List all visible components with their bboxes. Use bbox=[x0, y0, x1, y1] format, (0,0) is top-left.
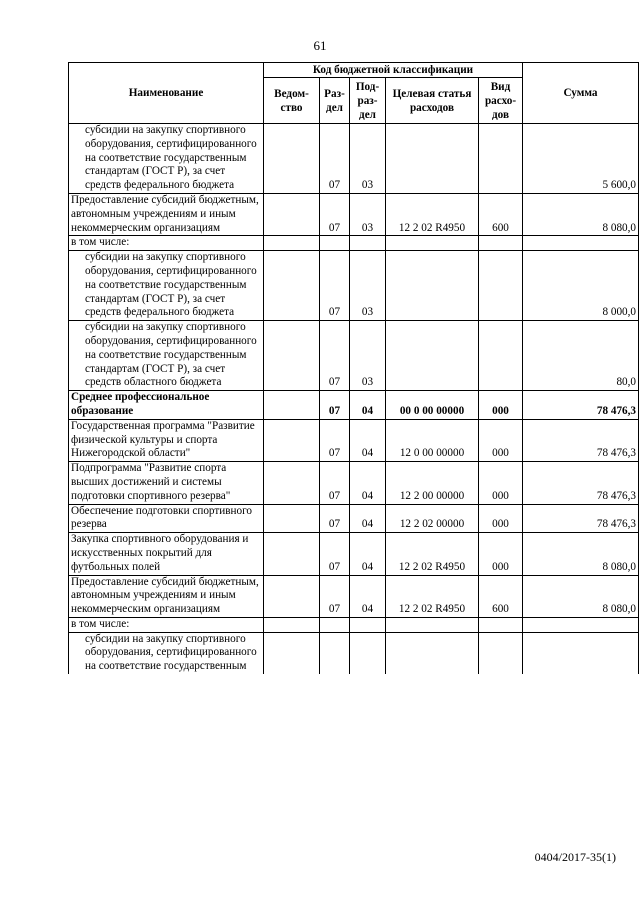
row-subsection: 03 bbox=[350, 251, 386, 321]
row-name: в том числе: bbox=[69, 617, 264, 632]
row-department bbox=[264, 462, 320, 504]
row-department bbox=[264, 391, 320, 420]
row-target-item: 12 2 02 R4950 bbox=[386, 575, 479, 617]
row-expense-type bbox=[479, 236, 523, 251]
row-name: Предоставление субсидий бюджетным, автономным учреждениям и иным некоммерческим организациям bbox=[69, 193, 264, 235]
header-section: Раз-дел bbox=[320, 78, 350, 124]
table-row bbox=[69, 391, 639, 420]
row-expense-type: 000 bbox=[479, 391, 523, 420]
row-sum: 8 000,0 bbox=[523, 251, 639, 321]
row-name: субсидии на закупку спортивного оборудования, сертифицированного на соответствие государственным стандартам (ГОСТ Р), за счет средств федерального бюджета bbox=[69, 251, 264, 321]
row-name: Государственная программа "Развитие физической культуры и спорта Нижегородской области" bbox=[69, 419, 264, 461]
row-section: 07 bbox=[320, 391, 350, 420]
row-section bbox=[320, 617, 350, 632]
table-row bbox=[69, 193, 639, 235]
row-name: Подпрограмма "Развитие спорта высших достижений и системы подготовки спортивного резерва" bbox=[69, 462, 264, 504]
row-sum: 8 080,0 bbox=[523, 575, 639, 617]
row-expense-type: 000 bbox=[479, 419, 523, 461]
row-sum: 5 600,0 bbox=[523, 124, 639, 194]
row-name: субсидии на закупку спортивного оборудования, сертифицированного на соответствие государственным стандартам (ГОСТ Р), за счет средств федерального бюджета bbox=[69, 124, 264, 194]
row-section: 07 bbox=[320, 419, 350, 461]
row-subsection bbox=[350, 632, 386, 674]
row-subsection: 04 bbox=[350, 533, 386, 575]
table-row bbox=[69, 504, 639, 533]
row-target-item: 12 2 02 R4950 bbox=[386, 533, 479, 575]
row-expense-type bbox=[479, 124, 523, 194]
row-section: 07 bbox=[320, 533, 350, 575]
row-department bbox=[264, 533, 320, 575]
row-expense-type bbox=[479, 617, 523, 632]
table-row bbox=[69, 419, 639, 461]
row-sum: 80,0 bbox=[523, 321, 639, 391]
row-expense-type: 000 bbox=[479, 504, 523, 533]
table-row bbox=[69, 251, 639, 321]
row-subsection: 03 bbox=[350, 124, 386, 194]
row-expense-type: 000 bbox=[479, 462, 523, 504]
row-department bbox=[264, 236, 320, 251]
row-section: 07 bbox=[320, 321, 350, 391]
row-sum: 8 080,0 bbox=[523, 193, 639, 235]
row-subsection: 04 bbox=[350, 419, 386, 461]
row-section: 07 bbox=[320, 462, 350, 504]
row-department bbox=[264, 617, 320, 632]
row-subsection: 04 bbox=[350, 391, 386, 420]
table-row bbox=[69, 321, 639, 391]
row-name: Закупка спортивного оборудования и искусственных покрытий для футбольных полей bbox=[69, 533, 264, 575]
page-number: 61 bbox=[313, 38, 327, 53]
row-target-item bbox=[386, 321, 479, 391]
row-name: Обеспечение подготовки спортивного резерва bbox=[69, 504, 264, 533]
row-subsection: 03 bbox=[350, 193, 386, 235]
row-subsection bbox=[350, 617, 386, 632]
table-row bbox=[69, 124, 639, 194]
row-section: 07 bbox=[320, 193, 350, 235]
row-sum bbox=[523, 632, 639, 674]
row-section: 07 bbox=[320, 575, 350, 617]
row-expense-type bbox=[479, 251, 523, 321]
row-sum bbox=[523, 236, 639, 251]
row-subsection: 04 bbox=[350, 462, 386, 504]
row-target-item bbox=[386, 617, 479, 632]
row-section bbox=[320, 632, 350, 674]
table-row bbox=[69, 462, 639, 504]
row-department bbox=[264, 321, 320, 391]
row-section: 07 bbox=[320, 251, 350, 321]
row-subsection: 03 bbox=[350, 321, 386, 391]
row-expense-type bbox=[479, 632, 523, 674]
row-name: Среднее профессиональное образование bbox=[69, 391, 264, 420]
header-name: Наименование bbox=[69, 63, 264, 124]
table-row bbox=[69, 632, 639, 674]
row-department bbox=[264, 419, 320, 461]
row-subsection: 04 bbox=[350, 504, 386, 533]
table-row bbox=[69, 575, 639, 617]
row-expense-type: 600 bbox=[479, 575, 523, 617]
header-code-group: Код бюджетной классификации bbox=[264, 63, 523, 78]
table-row bbox=[69, 236, 639, 251]
row-name: субсидии на закупку спортивного оборудования, сертифицированного на соответствие государственным bbox=[69, 632, 264, 674]
row-department bbox=[264, 251, 320, 321]
document-code: 0404/2017-35(1) bbox=[534, 850, 616, 864]
row-target-item bbox=[386, 251, 479, 321]
row-name: в том числе: bbox=[69, 236, 264, 251]
budget-table bbox=[68, 62, 639, 674]
row-target-item bbox=[386, 236, 479, 251]
row-name: субсидии на закупку спортивного оборудования, сертифицированного на соответствие государственным стандартам (ГОСТ Р), за счет средств областного бюджета bbox=[69, 321, 264, 391]
row-name: Предоставление субсидий бюджетным, автономным учреждениям и иным некоммерческим организациям bbox=[69, 575, 264, 617]
header-sum: Сумма bbox=[523, 63, 639, 124]
row-target-item: 00 0 00 00000 bbox=[386, 391, 479, 420]
row-department bbox=[264, 193, 320, 235]
row-expense-type: 600 bbox=[479, 193, 523, 235]
header-subsection: Под-раз-дел bbox=[350, 78, 386, 124]
row-target-item: 12 0 00 00000 bbox=[386, 419, 479, 461]
row-expense-type bbox=[479, 321, 523, 391]
row-sum bbox=[523, 617, 639, 632]
row-department bbox=[264, 124, 320, 194]
row-sum: 78 476,3 bbox=[523, 462, 639, 504]
row-sum: 78 476,3 bbox=[523, 419, 639, 461]
table-row bbox=[69, 533, 639, 575]
row-department bbox=[264, 632, 320, 674]
row-subsection: 04 bbox=[350, 575, 386, 617]
header-department: Ведом-ство bbox=[264, 78, 320, 124]
row-target-item: 12 2 02 R4950 bbox=[386, 193, 479, 235]
row-target-item: 12 2 00 00000 bbox=[386, 462, 479, 504]
header-expense-type: Вид расхо-дов bbox=[479, 78, 523, 124]
header-target-item: Целевая статья расходов bbox=[386, 78, 479, 124]
row-subsection bbox=[350, 236, 386, 251]
row-target-item bbox=[386, 632, 479, 674]
row-sum: 78 476,3 bbox=[523, 504, 639, 533]
row-target-item bbox=[386, 124, 479, 194]
row-target-item: 12 2 02 00000 bbox=[386, 504, 479, 533]
row-expense-type: 000 bbox=[479, 533, 523, 575]
row-department bbox=[264, 575, 320, 617]
row-section: 07 bbox=[320, 504, 350, 533]
row-section bbox=[320, 236, 350, 251]
row-section: 07 bbox=[320, 124, 350, 194]
table-row bbox=[69, 617, 639, 632]
row-department bbox=[264, 504, 320, 533]
row-sum: 78 476,3 bbox=[523, 391, 639, 420]
row-sum: 8 080,0 bbox=[523, 533, 639, 575]
